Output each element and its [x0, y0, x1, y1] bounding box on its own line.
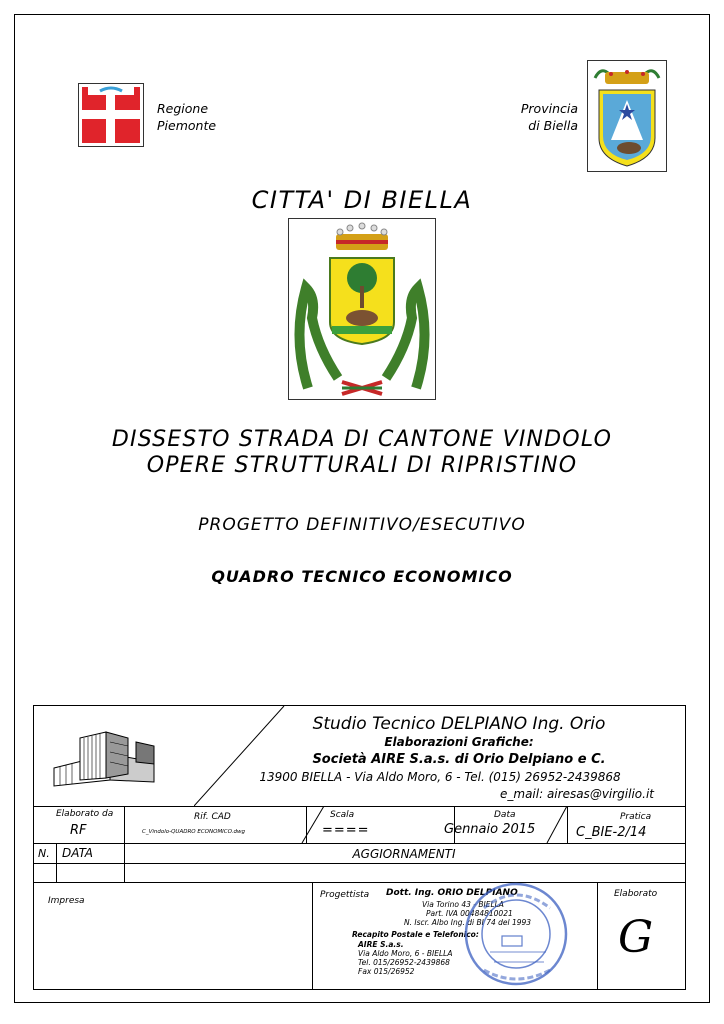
n-label: N. — [38, 847, 50, 860]
scala-label: Scala — [330, 810, 355, 820]
studio-building-logo — [50, 728, 162, 788]
progettista-label: Progettista — [320, 890, 370, 900]
row2-diagonals — [274, 806, 334, 843]
recapito-fax: Fax 015/26952 — [358, 967, 415, 976]
project-phase: PROGETTO DEFINITIVO/ESECUTIVO — [198, 515, 526, 535]
impresa-label: Impresa — [48, 896, 85, 906]
rif-cad-label: Rif. CAD — [194, 812, 231, 822]
elaborato-da-label: Elaborato da — [56, 809, 114, 819]
project-title-line2: OPERE STRUTTURALI DI RIPRISTINO — [146, 453, 578, 478]
region-name-line1: Regione — [157, 101, 209, 116]
citta-biella-crest — [288, 218, 436, 400]
recapito-label: Recapito Postale e Telefonico: — [352, 930, 479, 939]
progettista-albo: N. Iscr. Albo Ing. di BI 74 del 1993 — [404, 918, 532, 927]
studio-name: Studio Tecnico DELPIANO Ing. Orio — [312, 714, 606, 734]
province-name-line1: Provincia — [520, 101, 578, 116]
elaborato-label: Elaborato — [614, 889, 658, 899]
province-name-line2: di Biella — [528, 118, 578, 133]
provincia-biella-crest — [587, 60, 667, 172]
updates-label: AGGIORNAMENTI — [352, 847, 456, 861]
progettista-address: Via Torino 43 - BIELLA — [422, 900, 504, 909]
document-name: QUADRO TECNICO ECONOMICO — [211, 567, 513, 586]
recapito-address: Via Aldo Moro, 6 - BIELLA — [358, 949, 453, 958]
project-title-line1: DISSESTO STRADA DI CANTONE VINDOLO — [111, 427, 613, 452]
graphics-label: Elaborazioni Grafiche: — [384, 735, 534, 749]
data-value: Gennaio 2015 — [444, 822, 536, 837]
rif-cad-value: C_Vindolo-QUADRO ECONOMICO.dwg — [142, 829, 245, 835]
row2-diagonals-2 — [539, 806, 579, 843]
region-name-line2: Piemonte — [157, 118, 217, 133]
elaborato-value: G — [618, 912, 654, 963]
recapito-company: AIRE S.a.s. — [358, 940, 404, 949]
titleblock-diagonal — [194, 706, 294, 806]
title-block — [33, 705, 686, 990]
progettista-name: Dott. Ing. ORIO DELPIANO — [386, 888, 518, 898]
pratica-label: Pratica — [620, 812, 652, 822]
company-address: 13900 BIELLA - Via Aldo Moro, 6 - Tel. (015) 26952-2439868 — [259, 770, 621, 784]
scala-value: ==== — [322, 823, 370, 838]
city-title: CITTA' DI BIELLA — [251, 186, 473, 214]
data-label: Data — [494, 810, 516, 820]
elaborato-da-value: RF — [70, 823, 87, 838]
progettista-vat: Part. IVA 00484810021 — [426, 909, 513, 918]
date-column-label: DATA — [62, 846, 94, 860]
engineer-stamp — [454, 878, 572, 990]
recapito-tel: Tel. 015/26952-2439868 — [358, 958, 450, 967]
piemonte-logo — [78, 83, 144, 147]
company-email: e_mail: airesas@virgilio.it — [500, 787, 654, 801]
company-name: Società AIRE S.a.s. di Orio Delpiano e C. — [312, 752, 606, 767]
pratica-value: C_BIE-2/14 — [576, 825, 647, 840]
